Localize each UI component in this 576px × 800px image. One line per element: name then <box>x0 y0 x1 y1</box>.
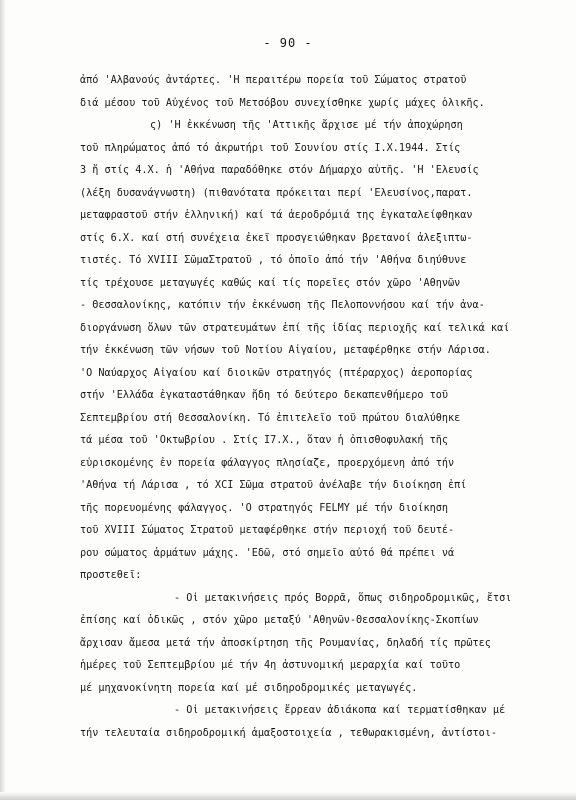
text-line: προστεθεῖ: <box>80 570 142 581</box>
text-line: ς) 'Η ἐκκένωση τῆς 'Αττικῆς ἄρχισε μέ τήν ἀποχώρηση <box>150 120 463 131</box>
text-line: τήν ἐκκένωση τῶν νήσων τοῦ Νοτίου Αἰγαίου, μεταφέρθηκε στήν Λάρισα. <box>80 345 491 356</box>
scan-edge-left <box>0 0 6 800</box>
text-line: 3 ἤ στίς 4.Χ. ἡ 'Αθήνα παραδόθηκε στόν Δήμαρχο αὐτῆς. 'Η 'Ελευσίς <box>80 165 479 176</box>
text-line: τά μέσα τοῦ 'Οκτωβρίου . Στίς Ι7.Χ., ὅταν ἡ ὀπισθοφυλακή τῆς <box>80 435 449 446</box>
text-line: - Οἱ μετακινήσεις ἔρρεαν ἀδιάκοπα καί τερματίσθηκαν μέ <box>174 705 506 716</box>
text-line: διοργάνωση ὅλων τῶν στρατευμάτων ἐπί τῆς ἰδίας περιοχῆς καί τελικά καί <box>80 322 510 334</box>
text-line: μέ μηχανοκίνητη πορεία καί μέ σιδηροδρομικές μεταγωγές. <box>80 682 418 694</box>
text-line: - Θεσσαλονίκης, κατόπιν τήν ἐκκένωση τῆς Πελοποννήσου καί τήν ἀνα- <box>80 300 485 311</box>
text-line: τῆς πορευομένης φάλαγγος. 'Ο στρατηγός FELMY μέ τήν διοίκηση <box>80 502 449 514</box>
text-line: διά μέσου τοῦ Αὐχένος τοῦ Μετσόβου συνεχίσθηκε χωρίς μάχες ὁλικῆς. <box>80 97 485 109</box>
text-line: ἀπό 'Αλβανούς ἀντάρτες. 'Η περαιτέρω πορεία τοῦ Σώματος στρατοῦ <box>80 75 467 86</box>
text-line: τιστές. Τό XVIII ΣῶμαΣτρατοῦ , τό ὁποῖο ἀπό τήν 'Αθήνα διηύθυνε <box>80 255 467 266</box>
page-number: - 90 - <box>263 36 313 50</box>
text-line: στήν 'Ελλάδα ἐγκαταστάθηκαν ἤδη τό δεύτερο δεκαπενθήμερο τοῦ <box>80 390 449 401</box>
text-line: ρου σώματος ἁρμάτων μάχης. 'Εδῶ, στό σημεῖο αὐτό θά πρέπει νά <box>80 547 455 559</box>
text-line: - Οἱ μετακινήσεις πρός Βορρᾶ, ὅπως σιδηροδρομικῶς, ἔτσι <box>174 592 512 604</box>
text-line: 'Ο Ναύαρχος Αἰγαίου καί διοικῶν στρατηγός (πτέραρχος) ἀεροπορίας <box>80 367 473 379</box>
text-line: τοῦ πληρώματος ἀπό τό ἀκρωτήρι τοῦ Σουνίου στίς Ι.Χ.1944. Στίς <box>80 142 461 154</box>
text-line: τίς τρέχουσε μεταγωγές καθώς καί τίς πορεῖες στόν χῶρο 'Αθηνῶν <box>80 277 461 289</box>
text-line: εὑρισκομένης ἐν πορεία φάλαγγος πλησίαζε, προερχόμενη ἀπό τήν <box>80 457 455 469</box>
text-line: μεταφραστοῦ στήν ἑλληνική) καί τά ἀεροδρόμιά της ἐγκαταλείφθηκαν <box>80 210 473 221</box>
text-line: 'Αθήνα τή Λάρισα , τό XCI Σῶμα στρατοῦ ἀνέλαβε τήν διοίκηση ἐπί <box>80 480 467 491</box>
text-line: στίς 6.Χ. καί στή συνέχεια ἐκεῖ προσγειώθηκαν βρετανοί ἀλεξιπτω- <box>80 232 473 244</box>
body-text <box>80 70 568 745</box>
text-line: ἡμέρες τοῦ Σεπτεμβρίου μέ τήν 4η ἀστυνομική μεραρχία καί τοῦτο <box>80 660 461 671</box>
text-line: (λέξη δυσανάγνωστη) (πιθανότατα πρόκειται περί 'Ελευσίνος,παρατ. <box>80 187 473 199</box>
text-line: ἐπίσης καί ὁδικῶς , στόν χῶρο μεταξύ 'Αθηνῶν-Θεσσαλονίκης-Σκοπίων <box>80 615 479 626</box>
text-line: ἄρχισαν ἄμεσα μετά τήν ἀποσκίρτηση τῆς Ρουμανίας, δηλαδή τίς πρῶτες <box>80 637 491 649</box>
text-line: τήν τελευταία σιδηροδρομική ἁμαξοστοιχεία , τεθωρακισμένη, ἀντίστοι- <box>80 727 498 739</box>
text-line: Σεπτεμβρίου στή Θεσσαλονίκη. Τό ἐπιτελεῖο τοῦ πρώτου διαλύθηκε <box>80 412 461 424</box>
scan-edge-bottom <box>0 792 576 800</box>
text-line: τοῦ XVIII Σώματος Στρατοῦ μεταφέρθηκε στήν περιοχή τοῦ δευτέ- <box>80 525 455 536</box>
